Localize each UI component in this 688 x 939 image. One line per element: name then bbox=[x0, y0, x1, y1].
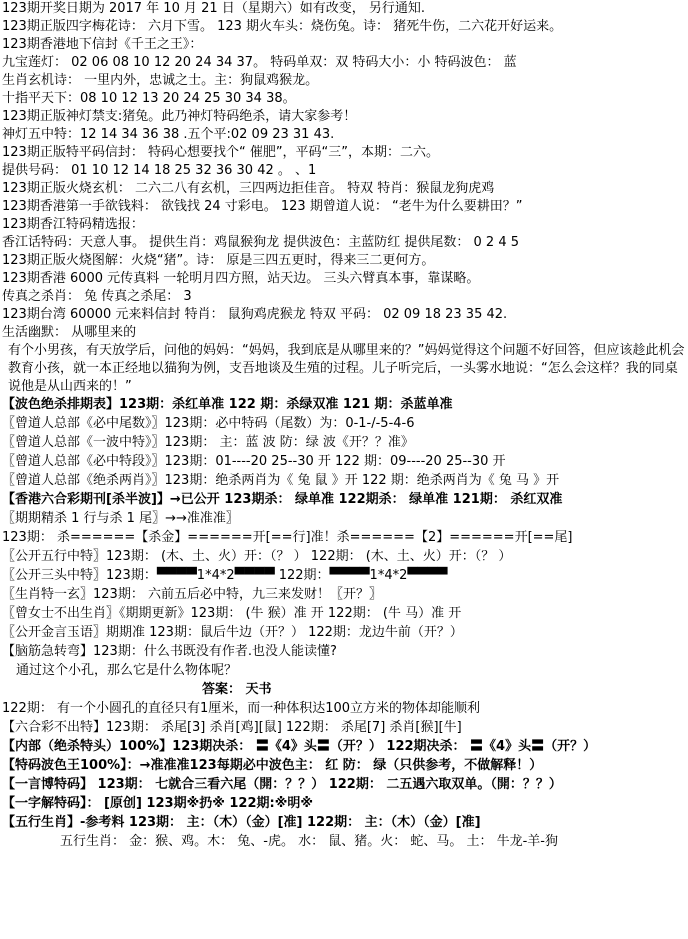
xiangjiang-details: 香江话特码：天意人事。 提供生肖：鸡鼠猴狗龙 提供波色：主蓝防红 提供尾数： 0 2 4 5 bbox=[2, 235, 520, 250]
lamp-ban-line: 123期正版神灯禁支:猪兔。此乃神灯特码绝杀，请大家参考！ bbox=[2, 109, 357, 124]
xiangjiang-title: 123期香江特码精选报： bbox=[2, 217, 144, 232]
fax-kill-line: 传真之杀肖： 兔 传真之杀尾： 3 bbox=[2, 289, 192, 304]
no-special-line: 【六合彩不出特】123期： 杀尾[3] 杀肖[鸡][鼠] 122期： 杀尾[7] 杀肖[猴][牛] bbox=[2, 720, 462, 735]
kill-two-zodiac-line: 〖曾道人总部《绝杀两肖》〗123期：绝杀两肖为《 兔 鼠 》开 122 期：绝杀两肖为《 兔 马 》开 bbox=[2, 473, 560, 488]
provided-numbers: 提供号码： 01 10 12 14 18 25 32 36 30 42 。 、1 bbox=[2, 163, 317, 178]
special-envelope-line: 123期正版特平码信封： 特码心想要找个“ 催肥”，平码“三”，本期：二六。 bbox=[2, 145, 440, 160]
draw-date-line: 123期开奖日期为 2017 年 10 月 21 日（星期六）如有改变， 另行通知. bbox=[2, 1, 426, 16]
brain-teaser-question: 通过这个小孔，那么它是什么物体呢？ bbox=[16, 663, 238, 678]
humor-title: 生活幽默： 从哪里来的 bbox=[2, 325, 137, 340]
hk-envelope-title: 123期香港地下信封《千王之王》： bbox=[2, 37, 203, 52]
humor-story: 有个小男孩，有天放学后，问他的妈妈：“妈妈，我到底是从哪里来的？”妈妈觉得这个问题不好回答，但应该趁此机会教育小孩，就一本正经地以猫狗为例，支吾地谈及生殖的过程。儿子听完后，一头雾水地说：“怎么会这样？我的同桌说他是从山西来的！” bbox=[8, 343, 685, 394]
zodiac-poem-line: 生肖玄机诗： 一里内外，忠诚之士。主：狗鼠鸡猴龙。 bbox=[2, 73, 319, 88]
zodiac-mystery-line: 〖生肖特一玄〗123期： 六前五后必中特，九三来发财！〖开？〗 bbox=[2, 587, 382, 602]
hk-fax-line: 123期香港 6000 元传真料 一轮明月四方照，站天边。 三头六臂真本事，靠谋略。 bbox=[2, 271, 480, 286]
five-elements-line: 〖公开五行中特〗123期： (木、土、火）开：（？ ） 122期： (木、土、火）开：（？ ） bbox=[2, 549, 512, 564]
wave-kill-table: 【波色绝杀排期表】123期：杀红单准 122 期：杀绿双准 121 期：杀蓝单准 bbox=[2, 397, 453, 412]
ms-zeng-line: 〖曾女士不出生肖〗《期期更新》123期： (牛 猴）准 开 122期： (牛 马）准 开 bbox=[2, 606, 462, 621]
nine-lotus-numbers: 九宝莲灯： 02 06 08 10 12 20 24 34 37。 特码单双：双 特码大小：小 特码波色： 蓝 bbox=[2, 55, 517, 70]
one-wave-line: 〖曾道人总部《一波中特》〗123期： 主：蓝 波 防：绿 波《开？？准》 bbox=[2, 435, 414, 450]
fire-diagram-line: 123期正版火烧图解：火烧“猪”。诗： 原是三四五更时，得来三二更何方。 bbox=[2, 253, 435, 268]
taiwan-envelope-line: 123期台湾 60000 元来料信封 特肖： 鼠狗鸡虎猴龙 特双 平码： 02 09 18 23 35 42. bbox=[2, 307, 508, 322]
golden-words-line: 〖公开金言玉语〗期期准 123期：鼠后牛边（开？） 122期：龙边牛前（开？） bbox=[2, 625, 463, 640]
brain-teaser-answer: 答案： 天书 bbox=[202, 682, 272, 697]
kill-head-line: 【内部（绝杀特头）100%】123期决杀： 〓《4》头〓（开？） 122期决杀： 〓《4》头〓（开？） bbox=[2, 739, 597, 754]
kill-gold-line: 123期： 杀======【杀金】======开[==行]准！杀======【2】======开[==尾] bbox=[2, 530, 573, 545]
one-char-line: 【一字解特码】： [原创] 123期※扔※ 122期:※明※ bbox=[2, 796, 313, 811]
one-word-line: 【一言博特码】 123期： 七就合三看六尾（開：？？） 122期： 二五遇六取双单。（開：？？） bbox=[2, 777, 562, 792]
three-heads-line: 〖公开三头中特〗123期：▀▀▀▀1*4*2▀▀▀▀ 122期：▀▀▀▀1*4*2▀▀▀▀ bbox=[2, 568, 448, 583]
hk-first-hand-line: 123期香港第一手欲钱料： 欲钱找 24 寸彩电。 123 期曾道人说： “老牛为什么要耕田？” bbox=[2, 199, 523, 214]
ten-fingers-numbers: 十指平天下：08 10 12 13 20 24 25 30 34 38。 bbox=[2, 91, 296, 106]
five-element-list: 五行生肖： 金：猴、鸡。木： 兔、-虎。 水： 鼠、猪。火： 蛇、马。 土： 牛龙-羊-狗 bbox=[60, 834, 558, 849]
brain-teaser-line: 【脑筋急转弯】123期：什么书既没有作者.也没人能读懂? bbox=[2, 644, 337, 659]
wave-king-line: 【特码波色王100%】：→准准准123每期必中波色主： 红 防： 绿（只供参考，不做解释！） bbox=[2, 758, 543, 773]
tail-number-line: 〖曾道人总部《必中尾数》〗123期：必中特码（尾数）为：0-1-/-5-4-6 bbox=[2, 416, 415, 431]
brain-teaser-122: 122期： 有一个小圆孔的直径只有1厘米，而一种体积达100立方米的物体却能顺利 bbox=[2, 701, 481, 716]
five-element-zodiac-line: 【五行生肖】-参考料 123期： 主：（木）（金）[准] 122期： 主：（木）（金）[准] bbox=[2, 815, 481, 830]
lamp-five-numbers: 神灯五中特：12 14 34 36 38 .五个平:02 09 23 31 43. bbox=[2, 127, 335, 142]
fire-mystery-line: 123期正版火烧玄机： 二六二八有玄机，三四两边拒佳音。 特双 特肖：猴鼠龙狗虎鸡 bbox=[2, 181, 495, 196]
half-wave-line: 【香港六合彩期刊[杀半波]】→已公开 123期杀： 绿单准 122期杀： 绿单准 121期： 杀红双准 bbox=[2, 492, 563, 507]
plum-poem-line: 123期正版四字梅花诗： 六月下雪。 123 期火车头：烧伤兔。诗： 猪死牛伤，二六花开好运来。 bbox=[2, 19, 563, 34]
special-segment-line: 〖曾道人总部《必中特段》〗123期：01----20 25--30 开 122 期：09----20 25--30 开 bbox=[2, 454, 506, 469]
kill-row-tail-title: 〖期期精杀 1 行与杀 1 尾〗→→准准准〗 bbox=[2, 511, 239, 526]
